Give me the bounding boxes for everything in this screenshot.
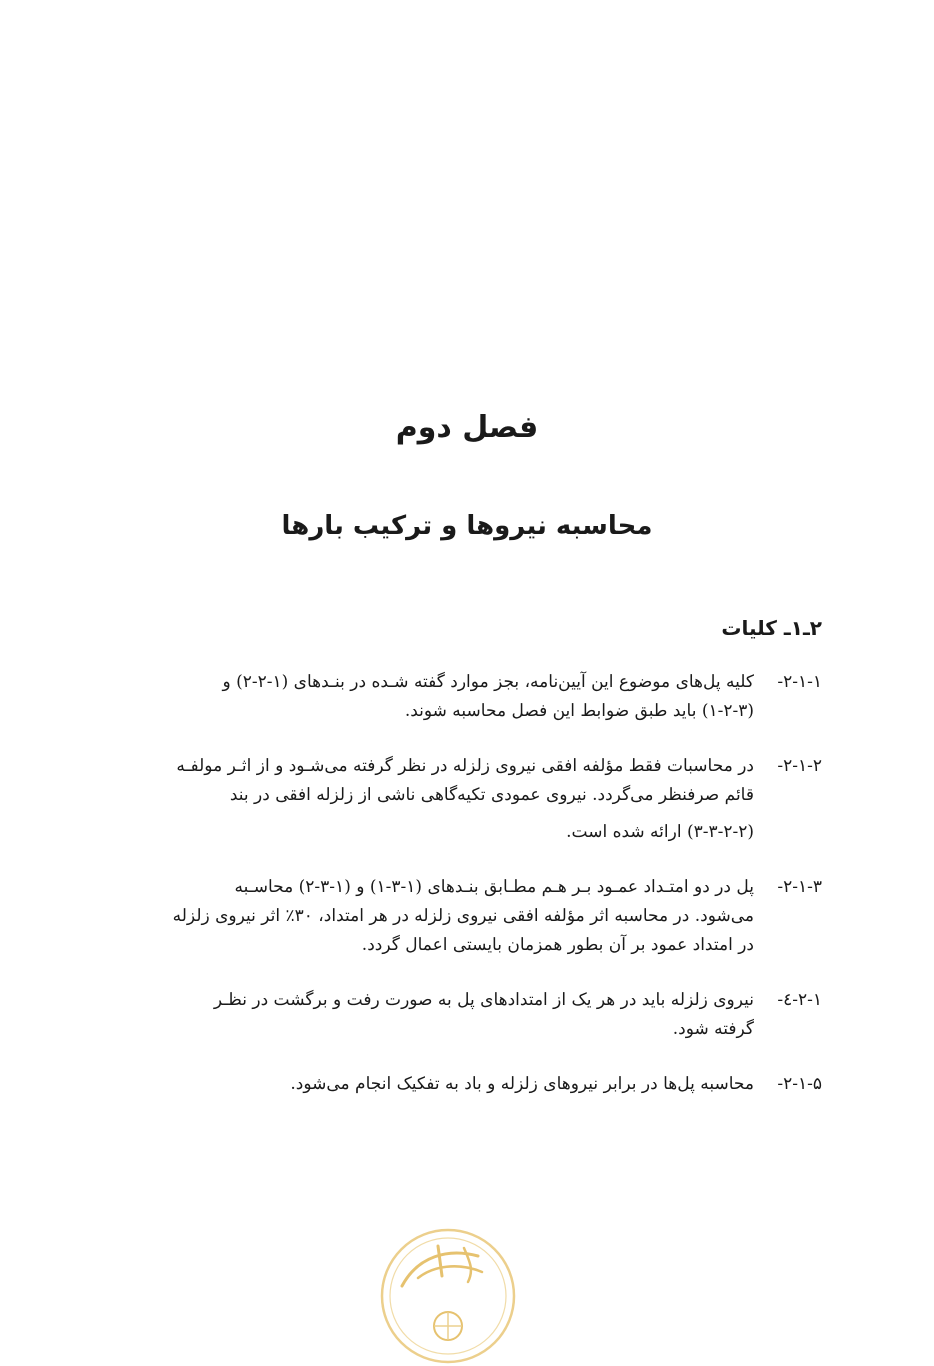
clause-line: (۳-۳-۲-۲) ارائه شده است. bbox=[566, 822, 754, 842]
clause-text bbox=[112, 1070, 754, 1099]
clause-list bbox=[112, 668, 822, 1125]
clause-number: ۲-۱-۲- bbox=[777, 756, 822, 776]
clause-line: پل در دو امتـداد عمـود بـر هـم مطـابق بنـدهای (۱-۳-۱) و (۱-۳-۲) محاسـبه bbox=[234, 877, 754, 897]
chapter-subtitle: محاسبه نیروها و ترکیب بارها bbox=[281, 511, 653, 541]
clause-text bbox=[112, 873, 754, 960]
clause-item bbox=[112, 752, 822, 847]
clause-line: (۱-۲-۳) باید طبق ضوابط این فصل محاسبه شوند. bbox=[404, 701, 754, 721]
section-heading: ۲ـ۱ـ کلیات bbox=[721, 616, 822, 640]
clause-text bbox=[112, 752, 754, 847]
clause-text bbox=[112, 668, 754, 726]
clause-item bbox=[112, 873, 822, 960]
clause-item bbox=[112, 986, 822, 1044]
clause-line: کلیه پل‌های موضوع این آیین‌نامه، بجز موارد گفته شـده در بنـدهای (۱-۲-۲) و bbox=[222, 672, 754, 692]
clause-line: نیروی زلزله باید در هر یک از امتدادهای پل به صورت رفت و برگشت در نظـر bbox=[213, 990, 754, 1010]
clause-number: ۲-۱-٤- bbox=[777, 990, 822, 1010]
clause-item bbox=[112, 1070, 822, 1099]
clause-text bbox=[112, 986, 754, 1044]
clause-number: ۲-۱-۳- bbox=[777, 877, 822, 897]
clause-line: گرفته شود. bbox=[672, 1019, 754, 1039]
clause-line: در امتداد عمود بر آن بطور همزمان بایستی اعمال گردد. bbox=[361, 935, 754, 955]
seal-logo-icon bbox=[378, 1226, 518, 1366]
clause-item bbox=[112, 668, 822, 726]
chapter-title: فصل دوم bbox=[395, 410, 539, 445]
clause-line: محاسبه پل‌ها در برابر نیروهای زلزله و باد به تفکیک انجام می‌شود. bbox=[290, 1074, 754, 1094]
clause-number: ۲-۱-۵- bbox=[777, 1074, 822, 1094]
clause-line: در محاسبات فقط مؤلفه افقی نیروی زلزله در نظر گرفته می‌شـود و از اثـر مولفـه bbox=[176, 756, 754, 776]
clause-number: ۲-۱-۱- bbox=[777, 672, 822, 692]
clause-line: می‌شود. در محاسبه اثر مؤلفه افقی نیروی زلزله در هر امتداد، ۳۰٪ اثر نیروی زلزله bbox=[172, 906, 754, 926]
clause-line: قائم صرفنظر می‌گردد. نیروی عمودی تکیه‌گاهی ناشی از زلزله افقی در بند bbox=[229, 785, 754, 805]
